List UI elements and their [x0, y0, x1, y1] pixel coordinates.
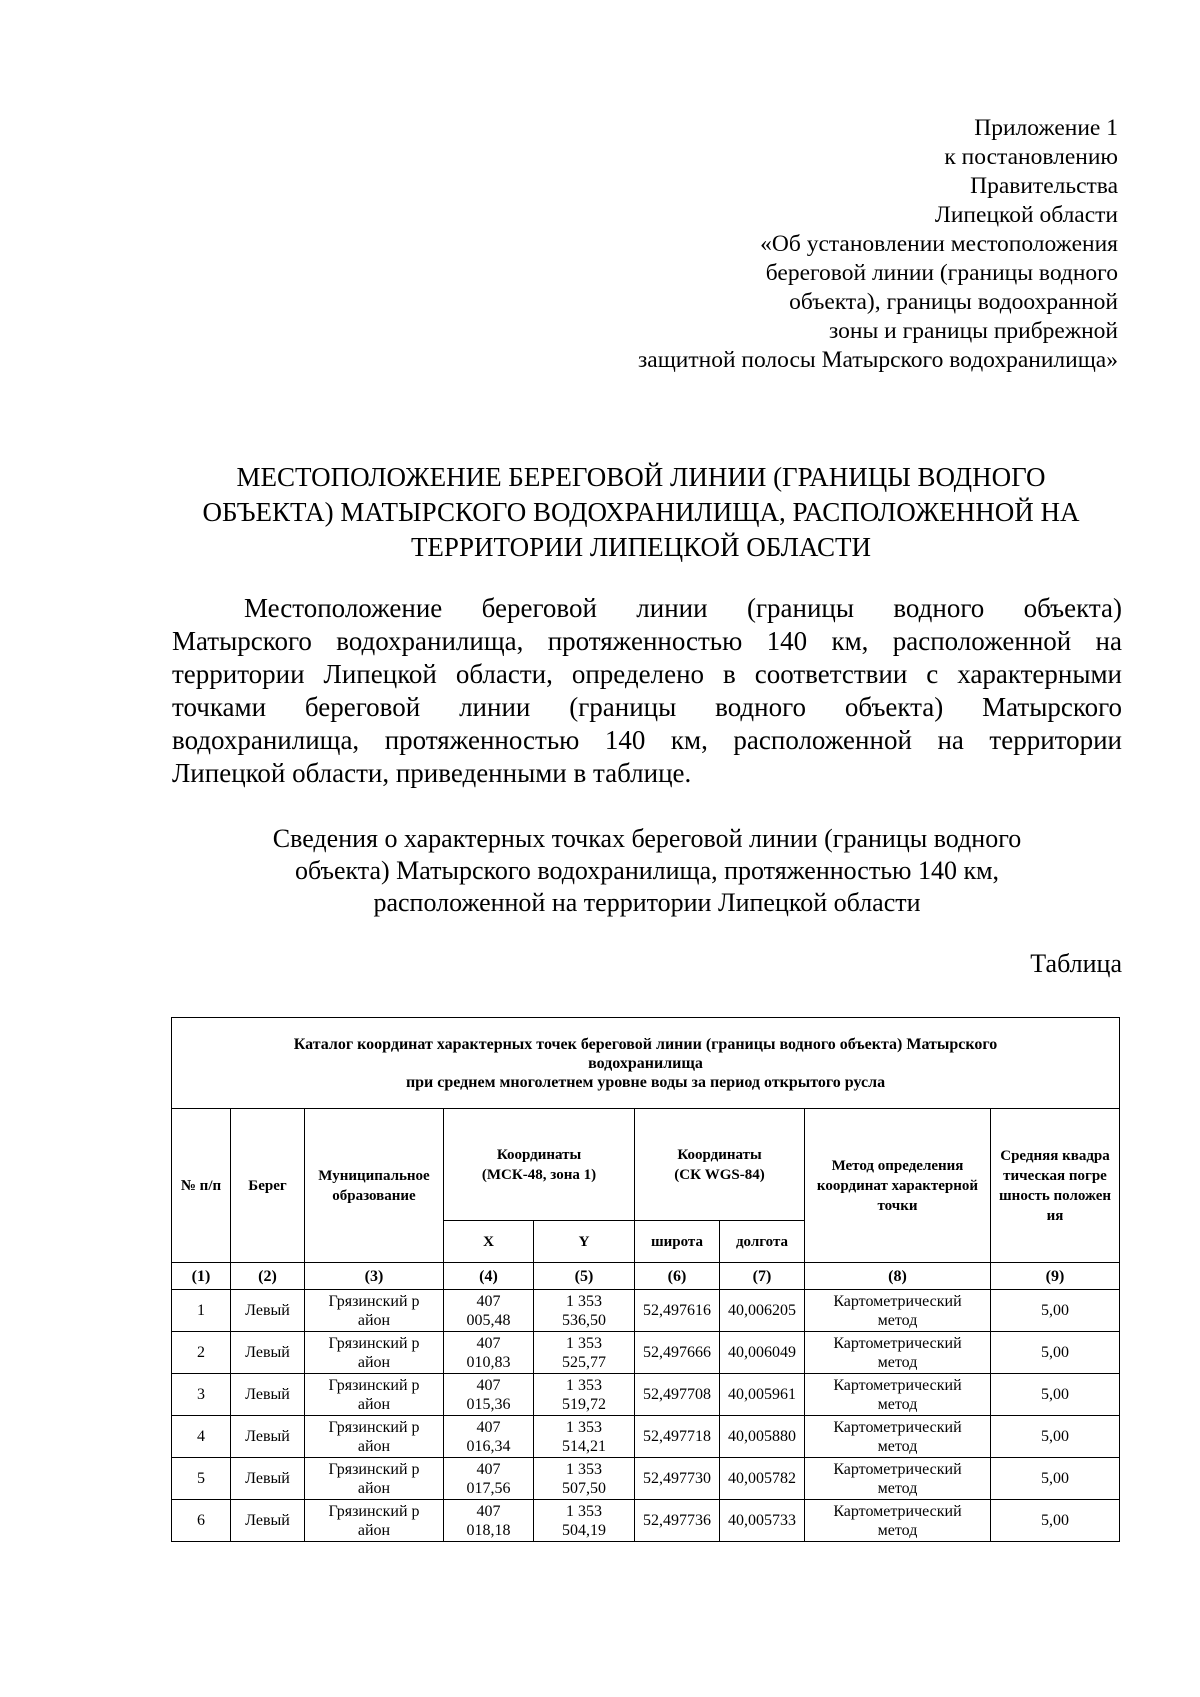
table-caption: [172, 1018, 1120, 1109]
body-paragraph: [172, 592, 1122, 790]
cell-municipality: Грязинский район: [305, 1374, 444, 1416]
cell-municipality: Грязинский район: [305, 1290, 444, 1332]
header-lon: долгота: [720, 1221, 805, 1263]
body-line: водохранилища, протяженностью 140 км, расположенной на территории: [172, 725, 1122, 755]
table-row: [172, 1332, 1120, 1374]
column-number: (4): [444, 1263, 534, 1290]
cell-x: 407 010,83: [444, 1332, 534, 1374]
table-caption-line: водохранилища: [588, 1054, 703, 1072]
cell-bank: Левый: [231, 1290, 305, 1332]
appendix-line: «Об установлении местоположения: [760, 231, 1118, 257]
cell-bank: Левый: [231, 1416, 305, 1458]
header-coords-wgs: Координаты (СК WGS-84): [635, 1109, 805, 1221]
body-line: Матырского водохранилища, протяженностью 140 км, расположенной на: [172, 626, 1122, 656]
cell-num: 5: [172, 1458, 231, 1500]
cell-municipality: Грязинский район: [305, 1332, 444, 1374]
cell-method: Картометрический метод: [805, 1416, 991, 1458]
header-row-top: [172, 1109, 1120, 1221]
cell-method: Картометрический метод: [805, 1374, 991, 1416]
cell-bank: Левый: [231, 1332, 305, 1374]
cell-lon: 40,005961: [720, 1374, 805, 1416]
body-line: Липецкой области, приведенными в таблице.: [172, 758, 692, 788]
table-row: [172, 1458, 1120, 1500]
description-line: Сведения о характерных точках береговой линии (границы водного: [272, 824, 1022, 853]
cell-y: 1 353 525,77: [534, 1332, 635, 1374]
cell-lon: 40,006049: [720, 1332, 805, 1374]
appendix-line: Приложение 1: [974, 115, 1118, 141]
header-error: Средняя квадратическая погрешность положения: [991, 1109, 1120, 1263]
column-number: (5): [534, 1263, 635, 1290]
document-title: [160, 460, 1122, 565]
cell-lat: 52,497736: [635, 1500, 720, 1542]
appendix-line: зоны и границы прибрежной: [829, 318, 1118, 344]
column-number: (1): [172, 1263, 231, 1290]
cell-lat: 52,497730: [635, 1458, 720, 1500]
column-number: (8): [805, 1263, 991, 1290]
cell-lon: 40,005733: [720, 1500, 805, 1542]
appendix-line: береговой линии (границы водного: [765, 260, 1118, 286]
appendix-line: Правительства: [970, 173, 1118, 199]
column-number: (9): [991, 1263, 1120, 1290]
cell-lat: 52,497666: [635, 1332, 720, 1374]
table-caption-row: [172, 1018, 1120, 1109]
table-caption-line: Каталог координат характерных точек береговой линии (границы водного объекта) Матырского: [293, 1035, 998, 1053]
appendix-block: [558, 114, 1118, 375]
cell-num: 2: [172, 1332, 231, 1374]
cell-num: 3: [172, 1374, 231, 1416]
cell-method: Картометрический метод: [805, 1290, 991, 1332]
body-line: точками береговой линии (границы водного объекта) Матырского: [172, 692, 1122, 722]
title-line: ОБЪЕКТА) МАТЫРСКОГО ВОДОХРАНИЛИЩА, РАСПОЛОЖЕННОЙ НА: [202, 497, 1080, 527]
cell-x: 407 017,56: [444, 1458, 534, 1500]
cell-lon: 40,006205: [720, 1290, 805, 1332]
body-line: Местоположение береговой линии (границы водного объекта): [244, 593, 1122, 623]
cell-lat: 52,497616: [635, 1290, 720, 1332]
cell-bank: Левый: [231, 1458, 305, 1500]
table-row: [172, 1290, 1120, 1332]
cell-num: 1: [172, 1290, 231, 1332]
cell-error: 5,00: [991, 1290, 1120, 1332]
body-line: территории Липецкой области, определено в соответствии с характерными: [172, 659, 1122, 689]
description-line: объекта) Матырского водохранилища, протяженностью 140 км,: [294, 856, 1000, 885]
header-coords-msk: Координаты (МСК-48, зона 1): [444, 1109, 635, 1221]
cell-lat: 52,497718: [635, 1416, 720, 1458]
cell-method: Картометрический метод: [805, 1500, 991, 1542]
cell-municipality: Грязинский район: [305, 1458, 444, 1500]
coordinates-table: [171, 1017, 1120, 1542]
column-number-row: [172, 1263, 1120, 1290]
column-number: (3): [305, 1263, 444, 1290]
table-row: [172, 1500, 1120, 1542]
cell-lon: 40,005782: [720, 1458, 805, 1500]
appendix-line: защитной полосы Матырского водохранилища»: [637, 347, 1118, 373]
description-line: расположенной на территории Липецкой области: [373, 888, 921, 917]
cell-y: 1 353 514,21: [534, 1416, 635, 1458]
cell-bank: Левый: [231, 1500, 305, 1542]
cell-x: 407 018,18: [444, 1500, 534, 1542]
cell-error: 5,00: [991, 1332, 1120, 1374]
cell-x: 407 005,48: [444, 1290, 534, 1332]
table-label: Таблица: [1030, 949, 1122, 978]
header-bank: Берег: [231, 1109, 305, 1263]
cell-error: 5,00: [991, 1500, 1120, 1542]
header-method: Метод определения координат характерной точки: [805, 1109, 991, 1263]
header-x: X: [444, 1221, 534, 1263]
cell-num: 6: [172, 1500, 231, 1542]
appendix-line: к постановлению: [944, 144, 1118, 170]
cell-lon: 40,005880: [720, 1416, 805, 1458]
table-row: [172, 1374, 1120, 1416]
cell-lat: 52,497708: [635, 1374, 720, 1416]
cell-method: Картометрический метод: [805, 1332, 991, 1374]
header-y: Y: [534, 1221, 635, 1263]
column-number: (2): [231, 1263, 305, 1290]
cell-y: 1 353 504,19: [534, 1500, 635, 1542]
header-municipality: Муниципальное образование: [305, 1109, 444, 1263]
column-number: (6): [635, 1263, 720, 1290]
cell-num: 4: [172, 1416, 231, 1458]
column-number: (7): [720, 1263, 805, 1290]
appendix-line: объекта), границы водоохранной: [789, 289, 1118, 315]
header-num: № п/п: [172, 1109, 231, 1263]
cell-x: 407 015,36: [444, 1374, 534, 1416]
cell-y: 1 353 536,50: [534, 1290, 635, 1332]
header-lat: широта: [635, 1221, 720, 1263]
cell-bank: Левый: [231, 1374, 305, 1416]
cell-municipality: Грязинский район: [305, 1500, 444, 1542]
title-line: ТЕРРИТОРИИ ЛИПЕЦКОЙ ОБЛАСТИ: [410, 532, 872, 562]
cell-error: 5,00: [991, 1458, 1120, 1500]
appendix-line: Липецкой области: [934, 202, 1118, 228]
cell-error: 5,00: [991, 1416, 1120, 1458]
table-row: [172, 1416, 1120, 1458]
table-description: [172, 823, 1122, 919]
cell-municipality: Грязинский район: [305, 1416, 444, 1458]
table-caption-line: при среднем многолетнем уровне воды за период открытого русла: [405, 1073, 886, 1091]
title-line: МЕСТОПОЛОЖЕНИЕ БЕРЕГОВОЙ ЛИНИИ (ГРАНИЦЫ ВОДНОГО: [236, 462, 1046, 492]
cell-y: 1 353 507,50: [534, 1458, 635, 1500]
cell-x: 407 016,34: [444, 1416, 534, 1458]
cell-y: 1 353 519,72: [534, 1374, 635, 1416]
cell-error: 5,00: [991, 1374, 1120, 1416]
cell-method: Картометрический метод: [805, 1458, 991, 1500]
